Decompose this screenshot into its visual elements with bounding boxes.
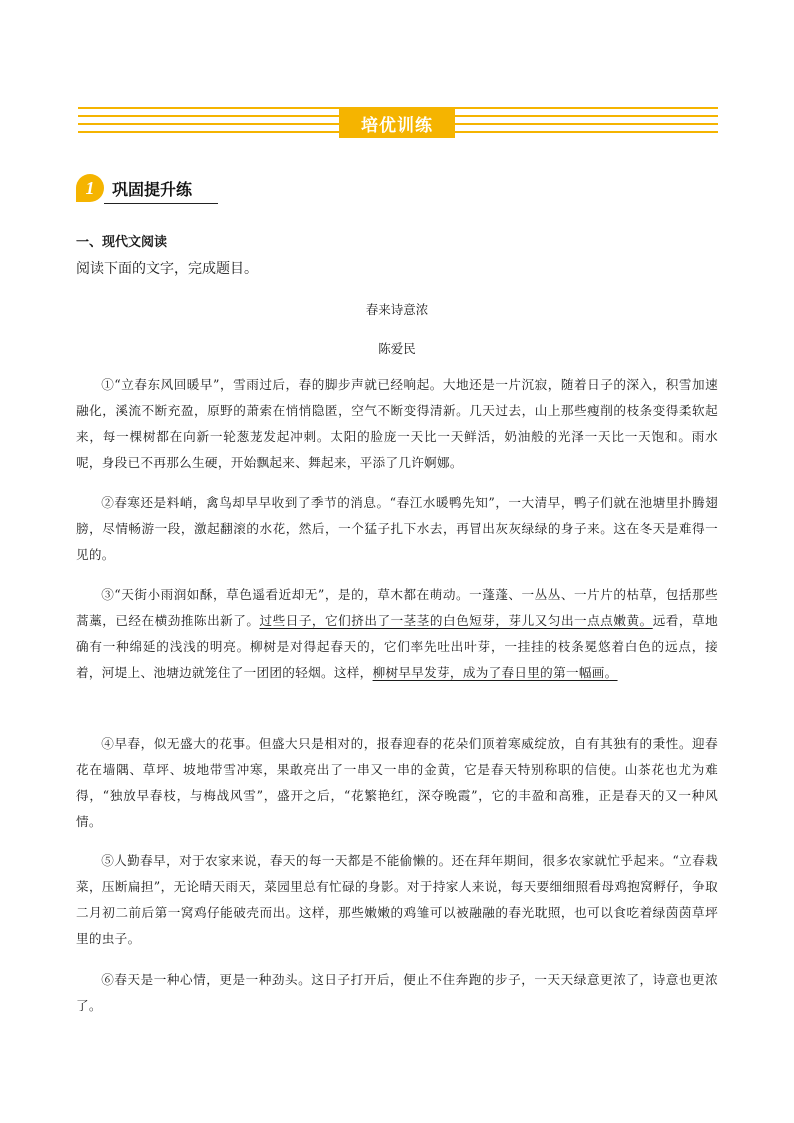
paragraph-5: ⑤人勤春早，对于农家来说，春天的每一天都是不能偷懒的。还在拜年期间，很多农家就忙乎起来。“立春栽菜，压断扁担”，无论晴天雨天，菜园里总有忙碌的身影。对于持家人来说，每天要细细照看母鸡抱窝孵仔，争取二月初二前后第一窝鸡仔能破壳而出。这样，那些嫩嫩的鸡雏可以被融融的春光耽照，也可以食吃着绿茵茵草坪里的虫子。	[76, 853, 718, 946]
paragraph-3-text: ③“天街小雨润如酥，草色遥看近却无”，是的，草木都在萌动。一蓬蓬、一丛丛、一片片的枯草，包括那些蒿藁，已经在横劲推陈出新了。	[76, 587, 718, 628]
section-underline	[104, 203, 218, 204]
instruction: 阅读下面的文字，完成题目。	[76, 261, 258, 277]
paragraph-1: ①“立春东风回暖早”，雪雨过后，春的脚步声就已经响起。大地还是一片沉寂，随着日子的深入，积雪加速融化，溪流不断充盈，原野的萧索在悄悄隐匿，空气不断变得清新。几天过去，山上那些瘦削的枝条变得柔软起来，每一棵树都在向新一轮葱茏发起冲刺。太阳的脸庞一天比一天鲜活，奶油般的光泽一天比一天饱和。雨水呢，身段已不再那么生硬，开始飘起来、舞起来，平添了几许婀娜。	[76, 377, 718, 470]
section-heading	[76, 174, 218, 206]
paragraph-4: ④早春，似无盛大的花事。但盛大只是相对的，报春迎春的花朵们顶着寒威绽放，自有其独有的秉性。迎春花在墙隅、草坪、坡地带雪冲寒，果敢亮出了一串又一串的金黄，它是春天特别称职的信使。山茶花也尤为难得，“独放早春枝，与梅战风雪”，盛开之后，“花繁艳红，深夺晚霞”，它的丰盈和高雅，正是春天的又一种风情。	[76, 736, 718, 829]
section-title: 巩固提升练	[112, 180, 193, 199]
underlined-sentence-1: 过些日子，它们挤出了一茎茎的白色短芽，芽儿又匀出一点点嫩黄。	[259, 613, 653, 628]
paragraph-2: ②春寒还是料峭，禽鸟却早早收到了季节的消息。“春江水暖鸭先知”，一大清早，鸭子们就在池塘里扑腾翅膀，尽情畅游一段，激起翻滚的水花，然后，一个猛子扎下水去，再冒出灰灰绿绿的身子来。这在冬天是难得一见的。	[76, 495, 718, 562]
section-number-badge: 1	[76, 174, 104, 202]
part-heading: 一、现代文阅读	[76, 235, 168, 250]
banner-title: 培优训练	[339, 108, 455, 138]
paragraph-6: ⑥春天是一种心情，更是一种劲头。这日子打开后，便止不住奔跑的步子，一天天绿意更浓了，诗意也更浓了。	[76, 972, 718, 1013]
article-author: 陈爱民	[378, 341, 416, 356]
paragraph-3-text: 远看，草地确有一种绵延的浅浅的明亮。柳树是对得起春天的，它们率先吐出叶芽，一挂挂的枝条冕悠着白色的远点，接着，河堤上、池塘边就笼住了一团团的轻烟。这样，	[76, 613, 719, 680]
paragraph-3	[76, 582, 718, 686]
underlined-sentence-2: 柳树早早发芽，成为了春日里的第一幅画。	[372, 665, 618, 680]
article-title: 春来诗意浓	[365, 302, 429, 317]
